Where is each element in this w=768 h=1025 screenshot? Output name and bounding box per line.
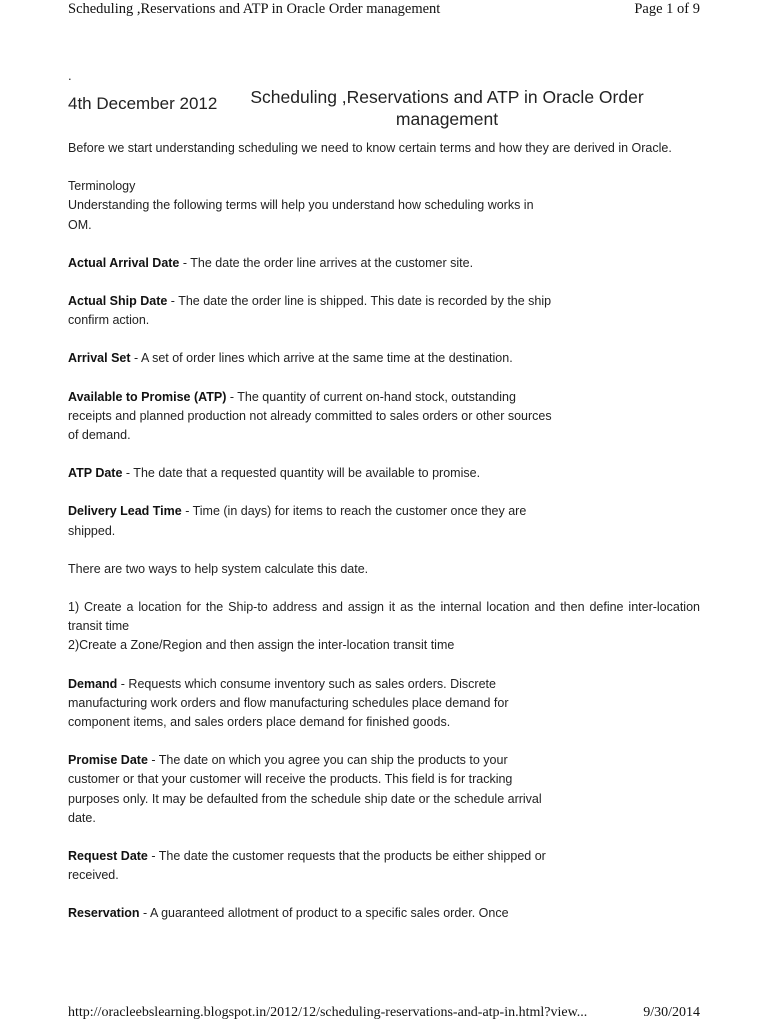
term-arrival-set <box>68 349 558 368</box>
term-actual-ship-date <box>68 292 558 330</box>
post-title: Scheduling ,Reservations and ATP in Oracle Order management <box>250 87 644 129</box>
terminology-heading: Terminology <box>68 179 136 194</box>
terminology-block <box>68 177 558 235</box>
stray-dot: . <box>68 68 72 83</box>
term-label: Demand <box>68 676 118 691</box>
term-definition: - Time (in days) for items to reach the customer once they are shipped. <box>68 504 527 538</box>
term-definition: - The date the order line arrives at the customer site. <box>179 255 474 270</box>
ways-list <box>68 598 700 656</box>
two-ways-paragraph: There are two ways to help system calculate this date. <box>68 561 369 576</box>
footer-url[interactable]: http://oracleebslearning.blogspot.in/2012/12/scheduling-reservations-and-atp-in.html?view... <box>68 1005 588 1020</box>
term-label: Available to Promise (ATP) <box>68 389 227 404</box>
term-definition: - The date on which you agree you can ship the products to your customer or that your customer will receive the products. This field is for tracking purposes only. It may be defaulted from the schedule ship date or the schedule arrival date. <box>68 753 542 825</box>
term-delivery-lead-time <box>68 502 558 540</box>
page-number: Page 1 of 9 <box>634 1 700 17</box>
term-demand <box>68 675 558 733</box>
term-definition: - Requests which consume inventory such as sales orders. Discrete manufacturing work orders and flow manufacturing schedules place demand for component items, and sales orders place demand for finished goods. <box>68 676 509 730</box>
post-date: 4th December 2012 <box>68 94 218 113</box>
term-label: Actual Arrival Date <box>68 255 180 270</box>
term-label: Delivery Lead Time <box>68 504 182 519</box>
terminology-text: Understanding the following terms will help you understand how scheduling works in OM. <box>68 198 534 232</box>
term-atp-date <box>68 464 558 483</box>
post-title-row <box>68 86 700 130</box>
header-title: Scheduling ,Reservations and ATP in Oracle Order management <box>68 1 441 17</box>
term-reservation <box>68 904 558 923</box>
page-header <box>68 0 700 20</box>
term-actual-arrival-date <box>68 254 558 273</box>
term-available-to-promise <box>68 388 558 446</box>
footer-date: 9/30/2014 <box>643 1005 700 1020</box>
term-definition: - The date the order line is shipped. This date is recorded by the ship confirm action. <box>68 294 552 328</box>
term-definition: - The date that a requested quantity will be available to promise. <box>122 466 481 481</box>
term-definition: - The quantity of current on-hand stock, outstanding receipts and planned production not already committed to sales orders or other sources of demand. <box>68 389 552 443</box>
way-2: 2)Create a Zone/Region and then assign the inter-location transit time <box>68 638 455 653</box>
term-definition: - A guaranteed allotment of product to a specific sales order. Once <box>139 906 509 921</box>
term-label: Reservation <box>68 906 140 921</box>
intro-paragraph: Before we start understanding scheduling we need to know certain terms and how they are derived in Oracle. <box>68 141 672 155</box>
term-label: Arrival Set <box>68 351 131 366</box>
term-label: Promise Date <box>68 753 148 768</box>
term-request-date <box>68 847 558 885</box>
term-label: Request Date <box>68 849 148 864</box>
term-definition: - A set of order lines which arrive at the same time at the destination. <box>130 351 513 366</box>
term-promise-date <box>68 751 558 828</box>
way-1: 1) Create a location for the Ship-to address and assign it as the internal location and then define inter-location transit time <box>68 600 700 634</box>
term-label: Actual Ship Date <box>68 294 168 309</box>
term-definition: - The date the customer requests that the products be either shipped or received. <box>68 849 546 883</box>
article-body <box>68 139 700 943</box>
term-label: ATP Date <box>68 466 123 481</box>
page-footer <box>68 1005 700 1025</box>
